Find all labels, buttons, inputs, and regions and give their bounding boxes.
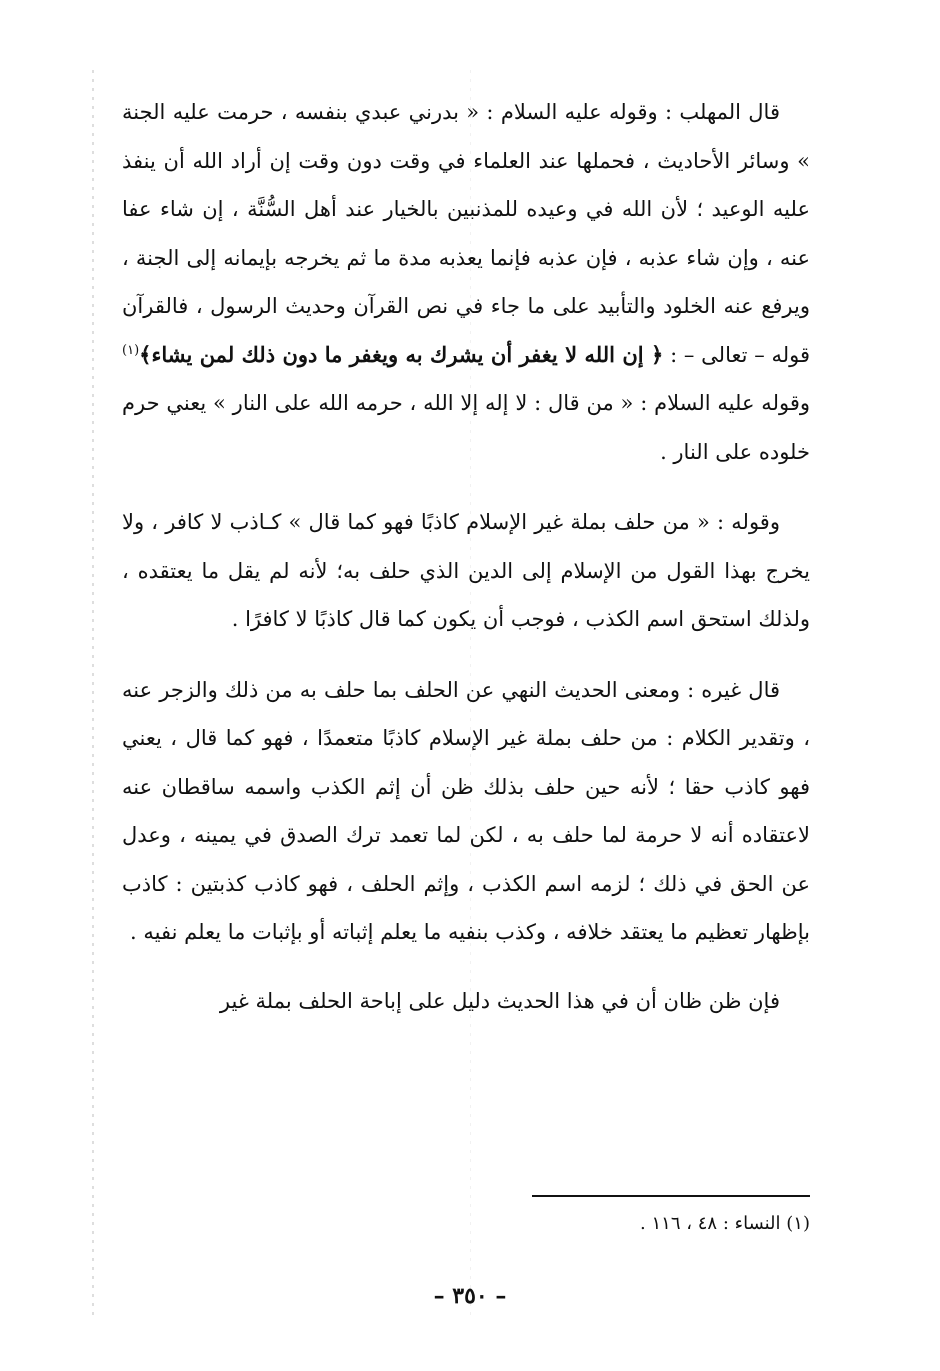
- scan-edge-shadow: [92, 70, 94, 1320]
- main-text: [122, 88, 810, 1025]
- paragraph-1-text-continued: وقوله عليه السلام : « من قال : لا إله إلا الله ، حرمه الله على النار » يعني حرم خلوده على النار .: [122, 391, 810, 464]
- quran-verse: ﴿ إن الله لا يغفر أن يشرك به ويغفر ما دون ذلك لمن يشاء﴾: [139, 341, 664, 367]
- paragraph-3: قال غيره : ومعنى الحديث النهي عن الحلف بما حلف به من ذلك والزجر عنه ، وتقدير الكلام : من حلف بملة غير الإسلام كاذبًا متعمدًا ، فهو كما قال ، يعني فهو كاذب حقا ؛ لأنه حين حلف بذلك ظن أن إثم الكذب واسمه ساقطان عنه لاعتقاده أنه لا حرمة لما حلف به ، لكن لما تعمد ترك الصدق في يمينه ، وعدل عن الحق في ذلك ؛ لزمه اسم الكذب ، وإثم الحلف ، فهو كاذب كذبتين : كاذب بإظهار تعظيم ما يعتقد خلافه ، وكذب بنفيه ما يعلم إثباته أو بإثبات ما يعلم نفيه .: [122, 677, 810, 944]
- footnote: (١) النساء : ٤٨ ، ١١٦ .: [640, 1213, 810, 1234]
- page-number: – ٣٥٠ –: [433, 1283, 507, 1309]
- paragraph-1: [122, 88, 810, 476]
- footnote-divider: [532, 1195, 810, 1197]
- paragraph-2: وقوله : « من حلف بملة غير الإسلام كاذبًا فهو كما قال » كـاذب لا كافر ، ولا يخرج بهذا القول من الإسلام إلى الدين الذي حلف به؛ لأنه لم يقل ما يعتقده ، ولذلك استحق اسم الكذب ، فوجب أن يكون كما قال كاذبًا لا كافرًا .: [122, 510, 810, 631]
- paragraph-1-text: قال المهلب : وقوله عليه السلام : « بدرني عبدي بنفسه ، حرمت عليه الجنة » وسائر الأحاديث ، فحملها عند العلماء في وقت دون وقت إن أراد الله أن ينفذ عليه الوعيد ؛ لأن الله في وعيده للمذنبين بالخيار عند أهل السُّنَّة ، إن شاء عفا عنه ، وإن شاء عذبه ، فإن عذبه فإنما يعذبه مدة ما ثم يخرجه بإيمانه إلى الجنة ، ويرفع عنه الخلود والتأبيد على ما جاء في نص القرآن وحديث الرسول ، فالقرآن قوله – تعالى – :: [122, 100, 811, 367]
- footnote-reference: (١): [122, 342, 140, 358]
- paragraph-4: فإن ظن ظان أن في هذا الحديث دليل على إباحة الحلف بملة غير: [219, 988, 780, 1013]
